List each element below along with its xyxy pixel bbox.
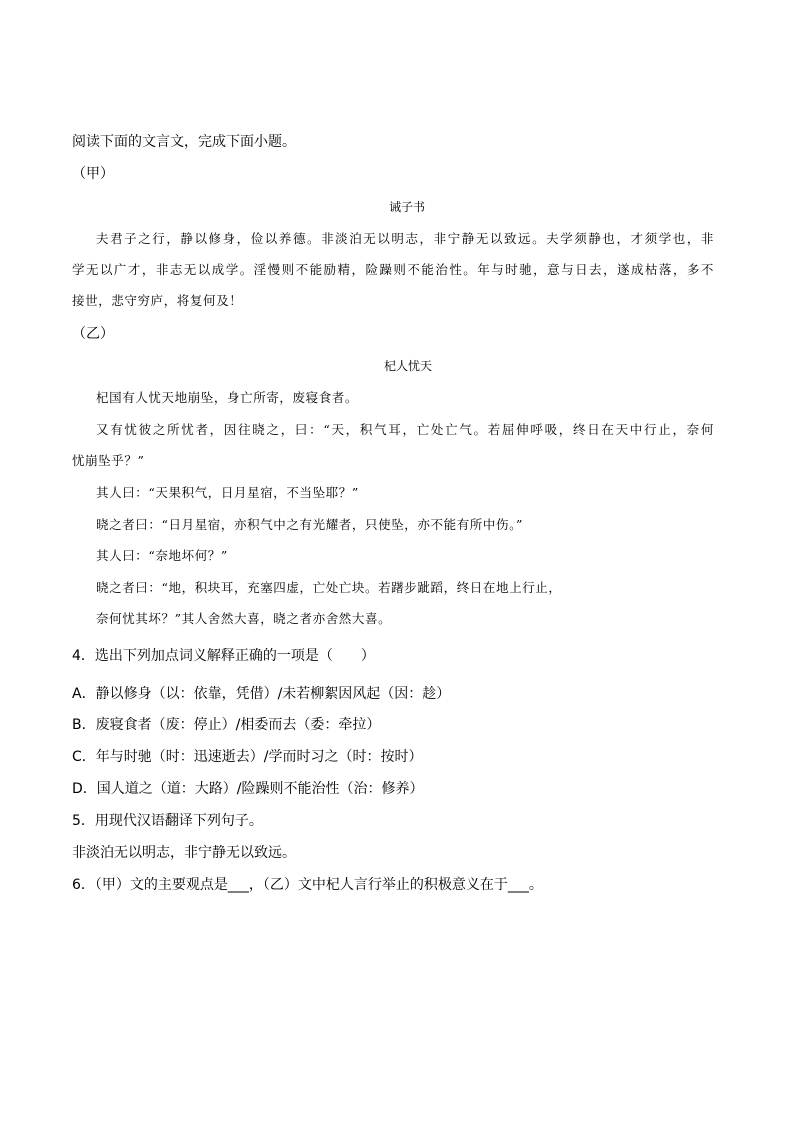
part-a-label: （甲）	[72, 166, 114, 182]
part-b-text-line: 晓之者曰：“地，积块耳，充塞四虚，亡处亡块。若躇步跐蹈，终日在地上行止，	[96, 580, 562, 595]
question-5-stem: 5．用现代汉语翻译下列句子。	[72, 813, 263, 829]
question-4-option-c: C．年与时驰（时：迅速逝去）/学而时习之（时：按时）	[72, 749, 423, 765]
part-b-text-line: 其人曰：“天果积气，日月星宿，不当坠耶？”	[96, 485, 359, 500]
part-b-text-line: 其人曰：“奈地坏何？”	[96, 548, 228, 563]
question-6-stem: 6．（甲）文的主要观点是___，（乙）文中杞人言行举止的积极意义在于___。	[72, 877, 543, 893]
part-b-text-line: 又有忧彼之所忧者，因往晓之，曰：“天，积气耳，亡处亡气。若屈伸呼吸，终日在天中行止，奈何	[96, 422, 714, 437]
intro-instruction: 阅读下面的文言文，完成下面小题。	[72, 134, 296, 150]
part-b-text-line: 晓之者曰：“日月星宿，亦积气中之有光耀者，只使坠，亦不能有所中伤。”	[96, 517, 523, 532]
part-b-text-line: 忧崩坠乎？”	[72, 453, 145, 468]
part-b-text-line: 奈何忧其坏？”其人舍然大喜，晓之者亦舍然大喜。	[96, 611, 392, 626]
part-b-label: （乙）	[72, 326, 114, 342]
question-4-stem: 4．选出下列加点词义解释正确的一项是（ ）	[72, 648, 375, 664]
question-4-option-d: D．国人道之（道：大路）/险躁则不能治性（治：修养）	[72, 781, 424, 797]
part-a-text-line: 学无以广才，非志无以成学。淫慢则不能励精，险躁则不能治性。年与时驰，意与日去，遂成枯落，多不	[72, 262, 714, 277]
question-4-option-a: A．静以修身（以：依靠，凭借）/未若柳絮因风起（因：趁）	[72, 686, 451, 702]
question-5-sentence: 非淡泊无以明志，非宁静无以致远。	[72, 845, 296, 861]
part-a-text-line: 夫君子之行，静以修身，俭以养德。非淡泊无以明志，非宁静无以致远。夫学须静也，才须学也，非	[96, 231, 714, 246]
part-b-text-line: 杞国有人忧天地崩坠，身亡所寄，废寝食者。	[96, 390, 359, 405]
part-b-title: 杞人忧天	[384, 359, 433, 373]
part-a-title: 诫子书	[389, 200, 426, 214]
part-a-text-line: 接世，悲守穷庐，将复何及！	[72, 293, 243, 308]
question-4-option-b: B．废寝食者（废：停止）/相委而去（委：牵拉）	[72, 717, 381, 733]
